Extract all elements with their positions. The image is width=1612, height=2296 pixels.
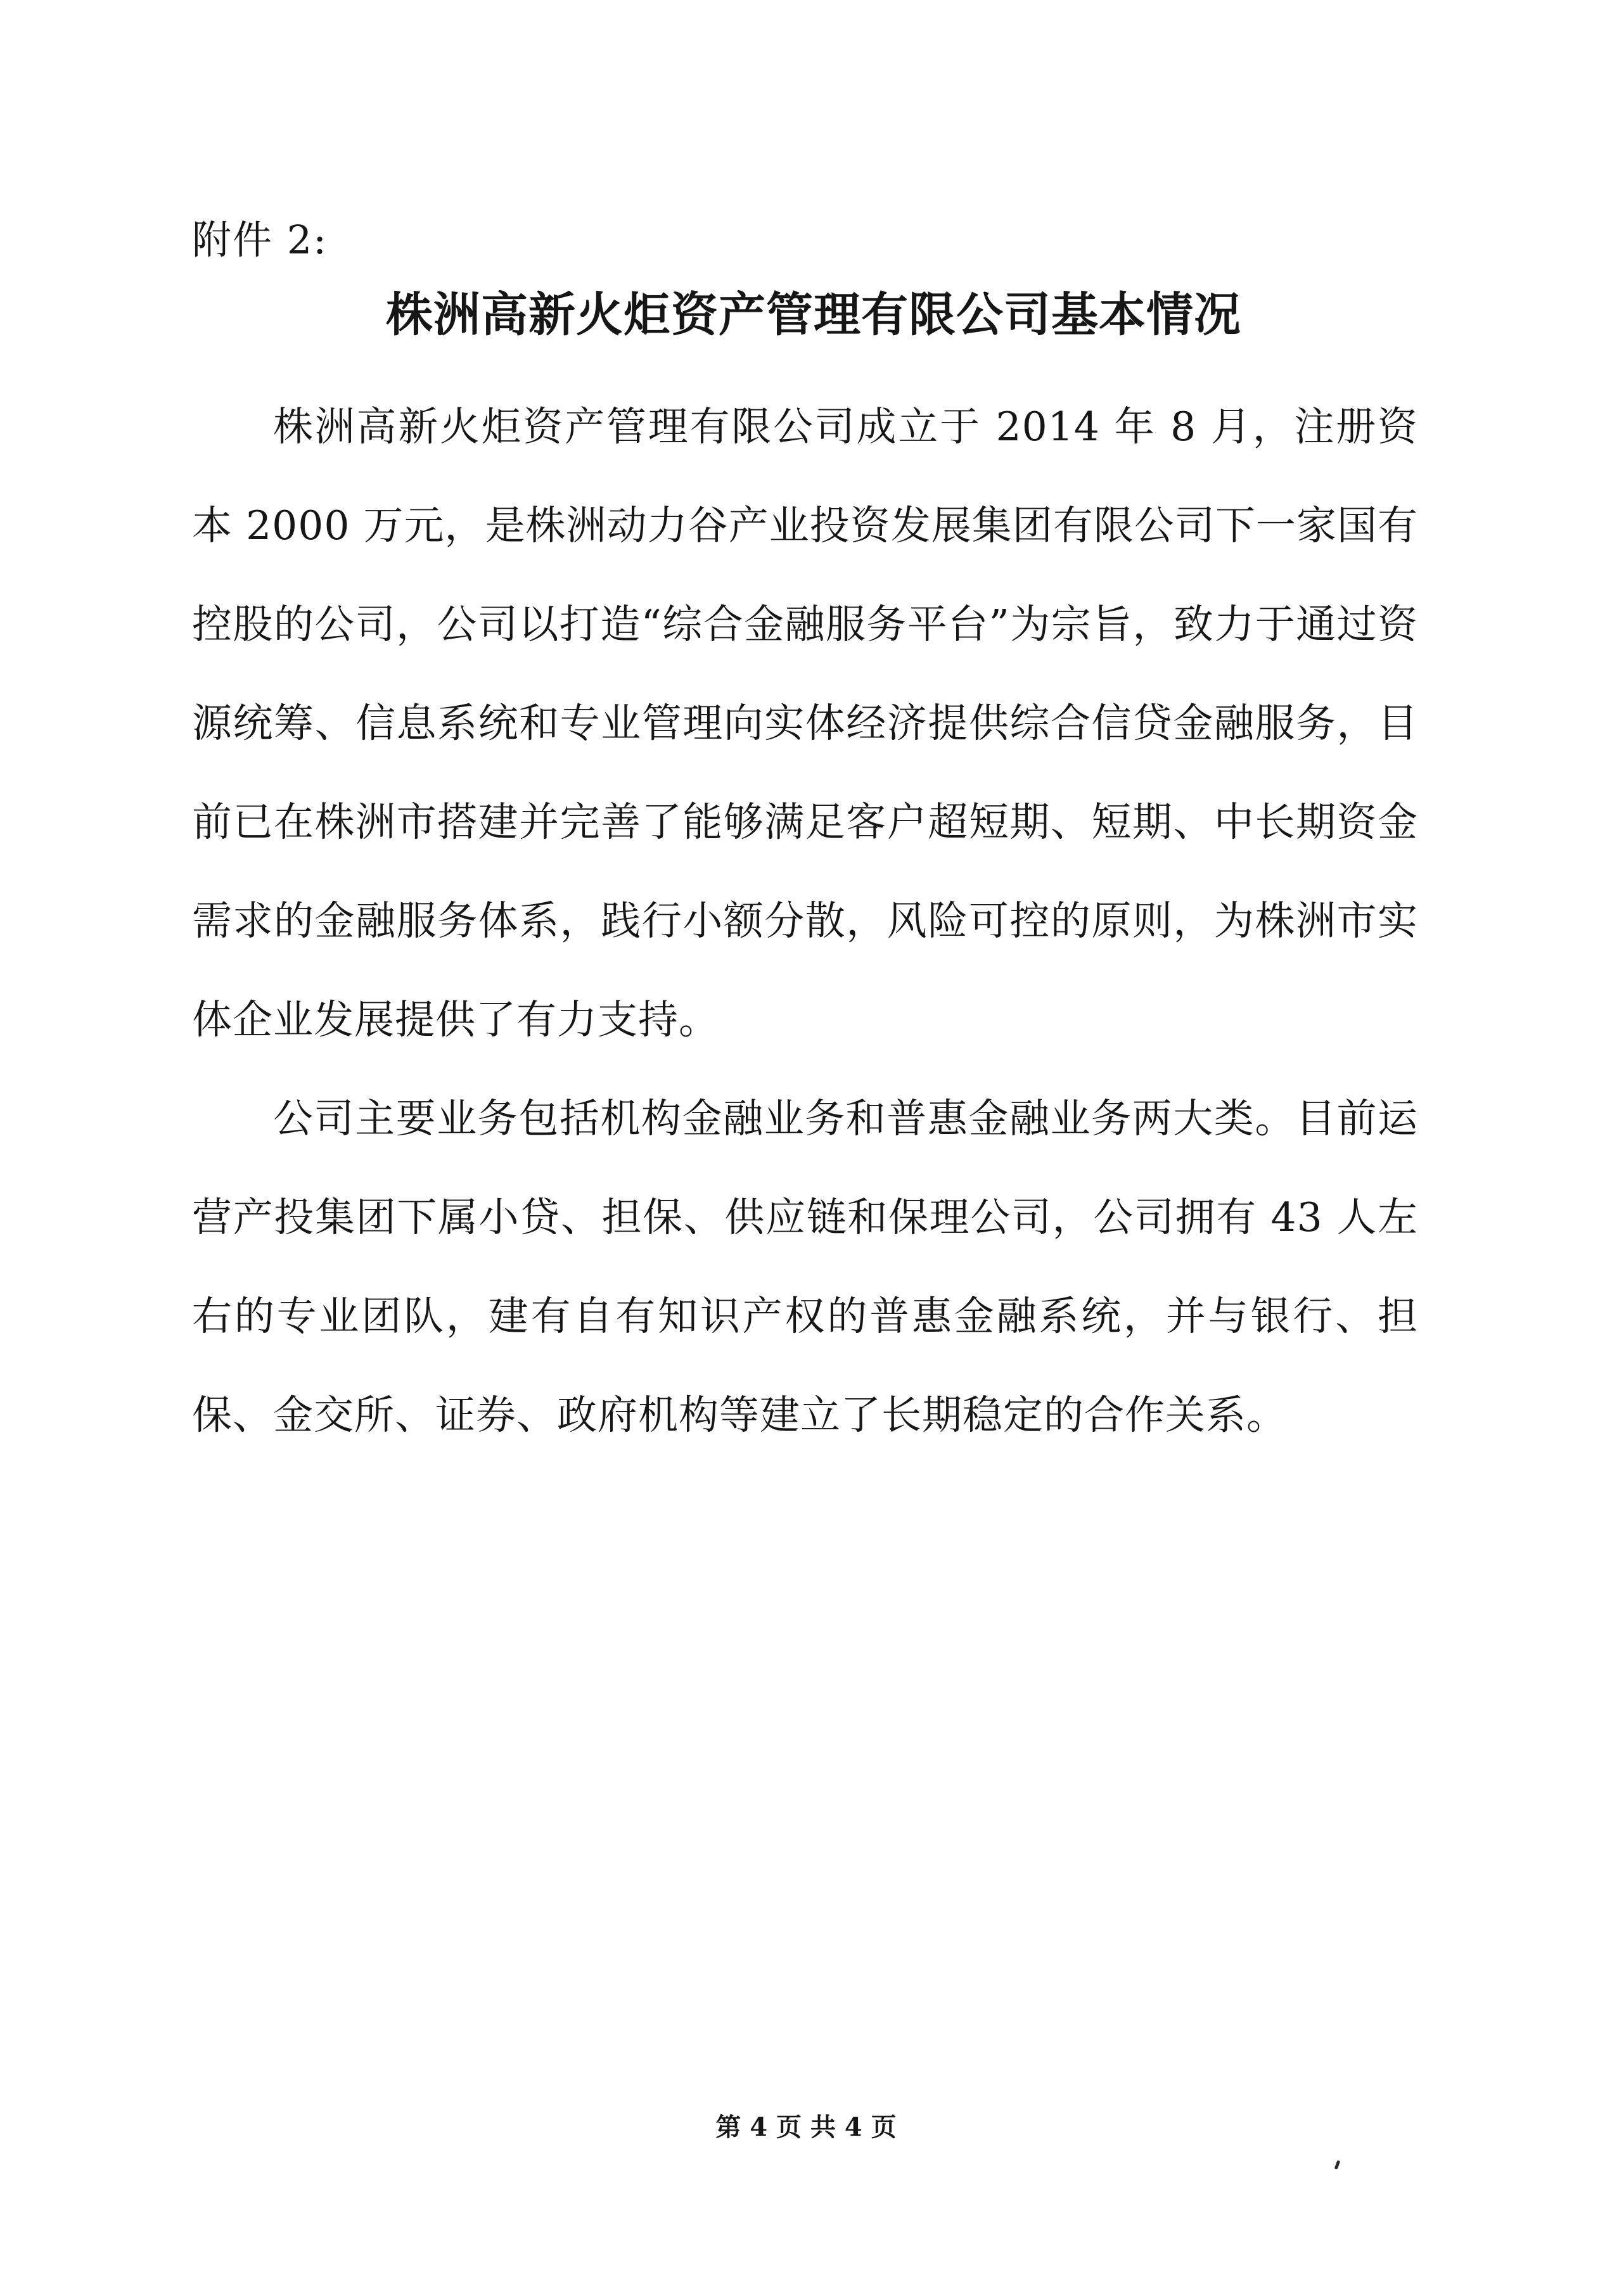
- body-paragraph: 公司主要业务包括机构金融业务和普惠金融业务两大类。目前运营产投集团下属小贷、担保、供应链和保理公司，公司拥有 43 人左右的专业团队，建有自有知识产权的普惠金融系统，并与银行、担保、金交所、证券、政府机构等建立了长期稳定的合作关系。: [192, 1095, 1418, 1438]
- body-paragraph: 株洲高新火炬资产管理有限公司成立于 2014 年 8 月，注册资本 2000 万元，是株洲动力谷产业投资发展集团有限公司下一家国有控股的公司，公司以打造“综合金融服务平台”为宗旨，致力于通过资源统筹、信息系统和专业管理向实体经济提供综合信贷金融服务，目前已在株洲市搭建并完善了能够满足客户超短期、短期、中长期资金需求的金融服务体系，践行小额分散，风险可控的原则，为株洲市实体企业发展提供了有力支持。: [192, 404, 1418, 1043]
- scan-speck: [1334, 2160, 1340, 2170]
- document-title: 株洲高新火炬资产管理有限公司基本情况: [386, 288, 1241, 342]
- page-number-footer: 第 4 页 共 4 页: [715, 2112, 897, 2142]
- document-body: [192, 378, 1418, 1465]
- attachment-label: 附件 2:: [192, 217, 328, 263]
